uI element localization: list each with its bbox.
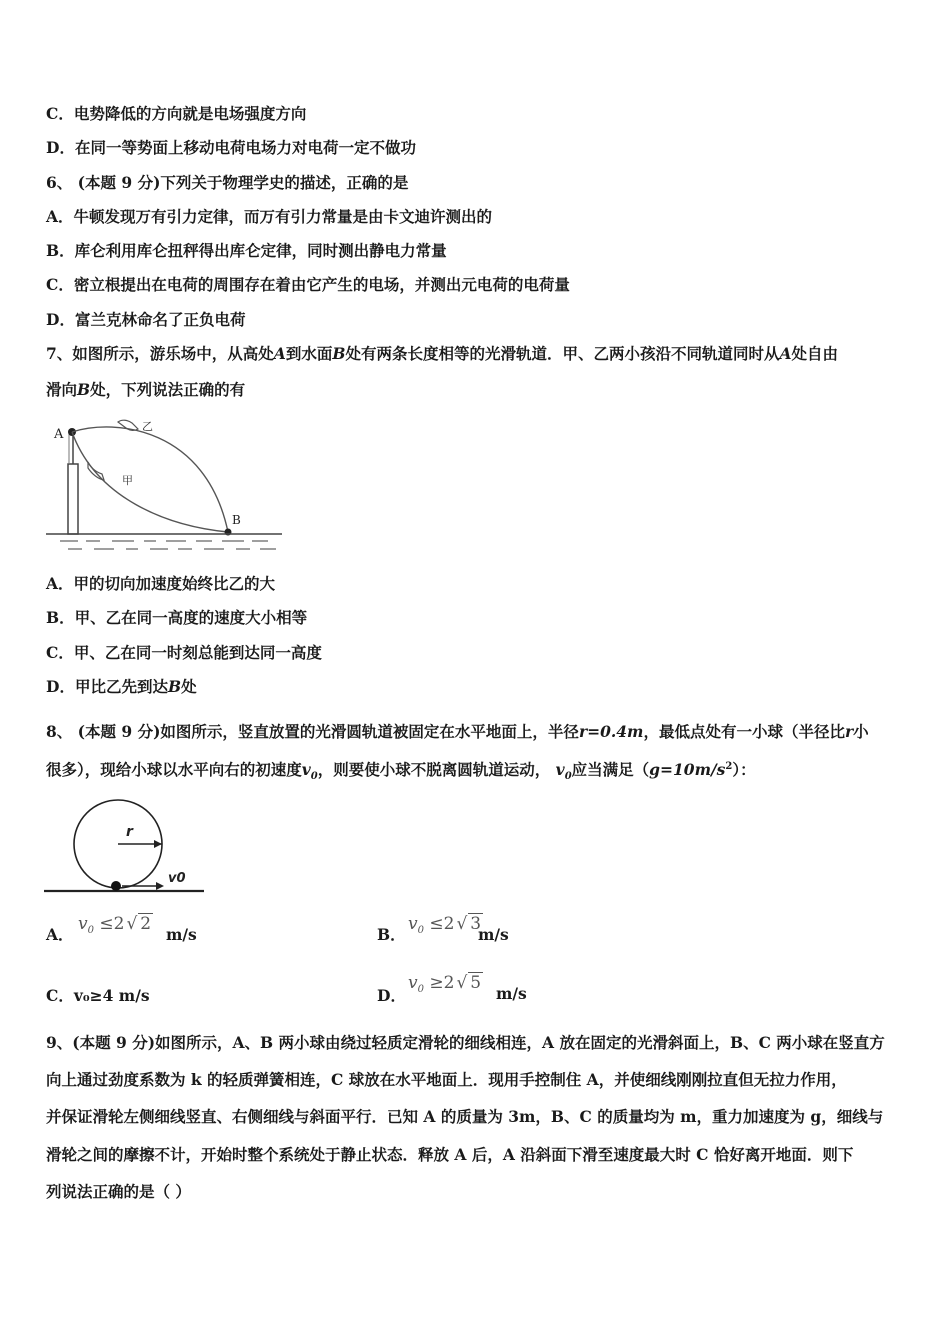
q8-option-d-formula: $v_0 \ge 2$ √ 5 <box>408 973 482 995</box>
q8-circle-track-figure <box>44 798 208 898</box>
q8-option-c: C．v₀≥4 m/s <box>46 986 150 1005</box>
q7-option-d: D．甲比乙先到达B处 <box>46 677 197 696</box>
q8-option-b-formula: $v_0 \le 2$ √ 3 <box>408 914 482 936</box>
q7-stem-line1: 7、如图所示，游乐场中，从高处A到水面B处有两条长度相等的光滑轨道．甲、乙两小孩沿不同轨道同时从A处自由 <box>46 344 839 363</box>
q9-line4: 滑轮之间的摩擦不计，开始时整个系统处于静止状态．释放 A 后，A 沿斜面下滑至速度最大时 C 恰好离开地面．则下 <box>46 1145 854 1164</box>
q8-option-b-unit: m/s <box>478 925 509 944</box>
q8-option-d-unit: m/s <box>496 984 527 1003</box>
q7-option-b: B．甲、乙在同一高度的速度大小相等 <box>46 608 308 627</box>
figure-label-b: B <box>232 513 241 527</box>
q6-stem: 6、 (本题 9 分)下列关于物理学史的描述，正确的是 <box>46 173 409 192</box>
q8-stem-line2: 很多），现给小球以水平向右的初速度$v_0$，则要使小球不脱离圆轨道运动， $v_0$应当满足$(g=10m/s^2)$： <box>46 760 756 782</box>
q6-option-d: D．富兰克林命名了正负电荷 <box>46 310 246 329</box>
q8-option-a-formula: $v_0 \le 2$ √ 2 <box>78 914 152 936</box>
q6-option-a: A．牛顿发现万有引力定律，而万有引力常量是由卡文迪许测出的 <box>46 207 493 226</box>
q6-option-c: C．密立根提出在电荷的周围存在着由它产生的电场，并测出元电荷的电荷量 <box>46 275 570 294</box>
figure-label-jia: 甲 <box>122 474 133 487</box>
q9-line3: 并保证滑轮左侧细线竖直、右侧细线与斜面平行．已知 A 的质量为 3m，B、C 的质量均为 m，重力加速度为 g，细线与 <box>46 1107 884 1126</box>
q8-stem-line1: 8、 (本题 9 分)如图所示，竖直放置的光滑圆轨道被固定在水平地面上，半径r=0.4m，最低点处有一小球（半径比r小 <box>46 722 869 741</box>
figure-label-a: A <box>54 427 64 442</box>
q8-option-b: B． <box>377 925 406 944</box>
q8-option-a-unit: m/s <box>166 925 197 944</box>
figure-label-r: r <box>126 824 133 840</box>
q5-option-c: C．电势降低的方向就是电场强度方向 <box>46 104 307 123</box>
q5-option-d: D．在同一等势面上移动电荷电场力对电荷一定不做功 <box>46 138 416 157</box>
q6-option-b: B．库仑利用库仑扭秤得出库仑定律，同时测出静电力常量 <box>46 241 447 260</box>
q9-line5: 列说法正确的是（ ） <box>46 1182 191 1201</box>
q8-option-d: D． <box>377 986 406 1005</box>
q8-option-a: A． <box>46 925 74 944</box>
figure-label-yi: 乙 <box>142 420 153 433</box>
q7-option-c: C．甲、乙在同一时刻总能到达同一高度 <box>46 643 322 662</box>
q7-slide-figure <box>46 408 286 556</box>
q7-option-a: A．甲的切向加速度始终比乙的大 <box>46 574 276 593</box>
q9-line2: 向上通过劲度系数为 k 的轻质弹簧相连，C 球放在水平地面上．现用手控制住 A，并使细线刚刚拉直但无拉力作用， <box>46 1070 847 1089</box>
figure-label-v0: v0 <box>168 871 186 886</box>
child-yi-icon <box>118 420 138 430</box>
q9-line1: 9、(本题 9 分)如图所示，A、B 两小球由绕过轻质定滑轮的细线相连，A 放在固定的光滑斜面上，B、C 两小球在竖直方 <box>46 1033 885 1052</box>
q7-stem-line2: 滑向B处，下列说法正确的有 <box>46 380 246 399</box>
